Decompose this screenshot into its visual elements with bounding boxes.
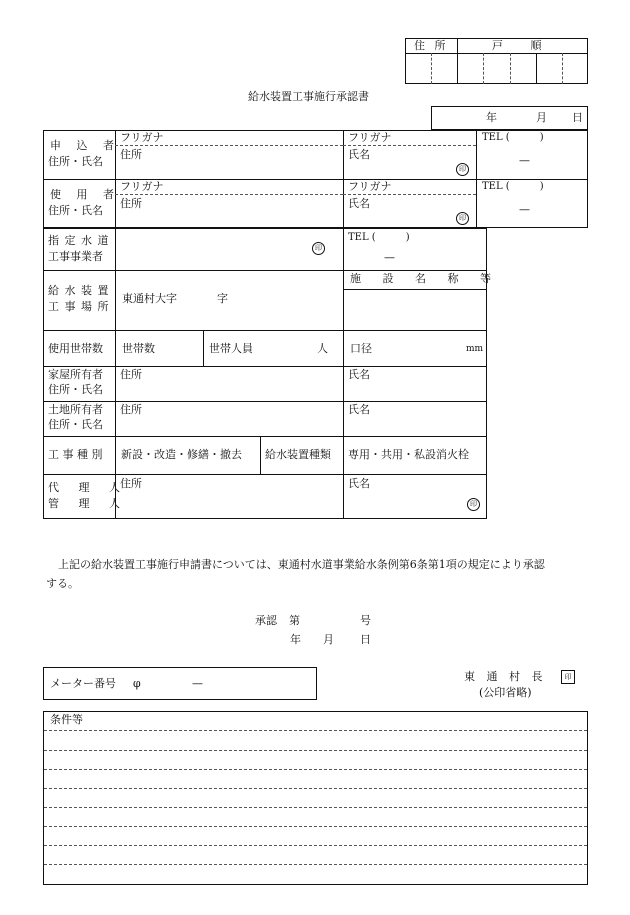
column-divider xyxy=(343,130,344,519)
agent-label-1: 代 理 人 xyxy=(48,481,128,494)
mayor-seal-icon: 印 xyxy=(561,670,575,684)
furigana-divider xyxy=(115,194,343,195)
conditions-line xyxy=(44,769,587,770)
row-divider xyxy=(343,289,487,290)
row-divider xyxy=(43,436,487,437)
approval-label: 承認 xyxy=(255,614,277,627)
mayor-note: (公印省略) xyxy=(479,686,532,699)
row-divider xyxy=(43,330,487,331)
contractor-label-1: 指 定 水 道 xyxy=(48,234,110,247)
applicant-seal-icon: 印 xyxy=(456,163,469,176)
furigana-divider xyxy=(343,194,476,195)
stamp-household-label: 戸 順 xyxy=(492,39,554,52)
conditions-line xyxy=(44,788,587,789)
approval-go: 号 xyxy=(360,614,371,627)
furigana-divider xyxy=(115,145,343,146)
site-label-2: 工 事 場 所 xyxy=(48,300,110,313)
stamp-address-label: 住 所 xyxy=(414,39,449,52)
conditions-line xyxy=(44,864,587,865)
applicant-tel-dash: — xyxy=(519,154,530,167)
conditions-box xyxy=(43,711,588,885)
approval-day: 日 xyxy=(360,633,371,646)
stamp-box-divider xyxy=(510,53,511,84)
applicant-label-1: 申 込 者 xyxy=(50,139,120,152)
column-divider xyxy=(476,130,477,228)
conditions-line xyxy=(44,826,587,827)
user-label-2: 住所・氏名 xyxy=(48,204,103,217)
applicant-address: 住所 xyxy=(120,148,142,161)
mayor-title: 東 通 村 長 xyxy=(464,670,547,683)
house-owner-address: 住所 xyxy=(120,368,142,381)
contractor-tel-dash: — xyxy=(384,251,395,264)
approval-month: 月 xyxy=(323,633,334,646)
agent-seal-icon: 印 xyxy=(467,498,480,511)
contractor-tel: TEL ( ) xyxy=(348,232,410,243)
house-owner-label-2: 住所・氏名 xyxy=(48,383,103,396)
row-divider xyxy=(43,474,487,475)
households-label: 使用世帯数 xyxy=(48,342,103,355)
user-seal-icon: 印 xyxy=(456,212,469,225)
applicant-tel: TEL ( ) xyxy=(482,132,544,143)
contractor-label-2: 工事事業者 xyxy=(48,250,103,263)
agent-name: 氏名 xyxy=(348,477,370,490)
land-owner-label-2: 住所・氏名 xyxy=(48,418,103,431)
stamp-box-divider xyxy=(483,53,484,84)
land-owner-label-1: 土地所有者 xyxy=(48,403,103,416)
user-tel: TEL ( ) xyxy=(482,181,544,192)
date-month: 月 xyxy=(536,111,547,124)
device-type-label: 給水装置種類 xyxy=(265,448,331,461)
meter-dash: — xyxy=(192,677,203,690)
land-owner-address: 住所 xyxy=(120,403,142,416)
stamp-box-divider xyxy=(536,53,537,84)
row-divider xyxy=(43,401,487,402)
meter-number-label: メーター番号 xyxy=(50,677,116,690)
applicant-furigana-name: フリガナ xyxy=(348,131,392,144)
approval-year: 年 xyxy=(290,633,301,646)
column-divider xyxy=(203,330,204,366)
agent-label-2: 管 理 人 xyxy=(48,497,128,510)
user-label-1: 使 用 者 xyxy=(50,188,120,201)
user-name: 氏名 xyxy=(348,197,370,210)
work-type-options: 新設・改造・修繕・撤去 xyxy=(121,448,242,461)
conditions-line xyxy=(44,750,587,751)
contractor-seal-icon: 印 xyxy=(312,242,325,255)
date-year: 年 xyxy=(486,111,497,124)
approval-dai: 第 xyxy=(289,614,300,627)
user-tel-dash: — xyxy=(519,203,530,216)
work-type-label: 工 事 種 別 xyxy=(48,448,103,461)
household-count-label: 世帯数 xyxy=(122,342,155,355)
user-address: 住所 xyxy=(120,197,142,210)
row-divider xyxy=(43,270,487,271)
facility-name-label: 施 設 名 称 等 xyxy=(350,272,500,285)
applicant-label-2: 住所・氏名 xyxy=(48,155,103,168)
stamp-box-divider xyxy=(457,38,458,84)
stamp-box-divider xyxy=(431,53,432,84)
meter-phi: φ xyxy=(133,677,141,690)
date-header-box xyxy=(431,106,588,130)
house-owner-name: 氏名 xyxy=(348,368,370,381)
stamp-box-divider xyxy=(562,53,563,84)
conditions-line xyxy=(44,807,587,808)
user-furigana: フリガナ xyxy=(120,180,164,193)
conditions-line xyxy=(44,845,587,846)
row-divider xyxy=(43,366,487,367)
site-label-1: 給 水 装 置 xyxy=(48,284,110,297)
device-type-options: 専用・共用・私設消火栓 xyxy=(348,448,469,461)
diameter-label: 口径 xyxy=(350,342,372,355)
land-owner-name: 氏名 xyxy=(348,403,370,416)
furigana-divider xyxy=(343,145,476,146)
household-people-label: 世帯人員 xyxy=(209,342,253,355)
page-title: 給水装置工事施行承認書 xyxy=(248,90,369,103)
column-divider xyxy=(260,436,261,474)
applicant-furigana: フリガナ xyxy=(120,131,164,144)
conditions-line xyxy=(44,730,587,731)
statement-line-2: する。 xyxy=(46,577,79,590)
applicant-name: 氏名 xyxy=(348,148,370,161)
statement-line-1: 上記の給水装置工事施行申請書については、東通村水道事業給水条例第6条第1項の規定により承認 xyxy=(58,558,545,571)
household-people-unit: 人 xyxy=(317,342,328,355)
site-place: 東通村大字 xyxy=(122,292,177,305)
conditions-label: 条件等 xyxy=(50,713,83,726)
stamp-box-divider xyxy=(405,53,588,54)
diameter-unit: mm xyxy=(466,344,484,354)
site-aza: 字 xyxy=(217,292,228,305)
house-owner-label-1: 家屋所有者 xyxy=(48,368,103,381)
date-day: 日 xyxy=(572,111,583,124)
user-furigana-name: フリガナ xyxy=(348,180,392,193)
agent-address: 住所 xyxy=(120,477,142,490)
